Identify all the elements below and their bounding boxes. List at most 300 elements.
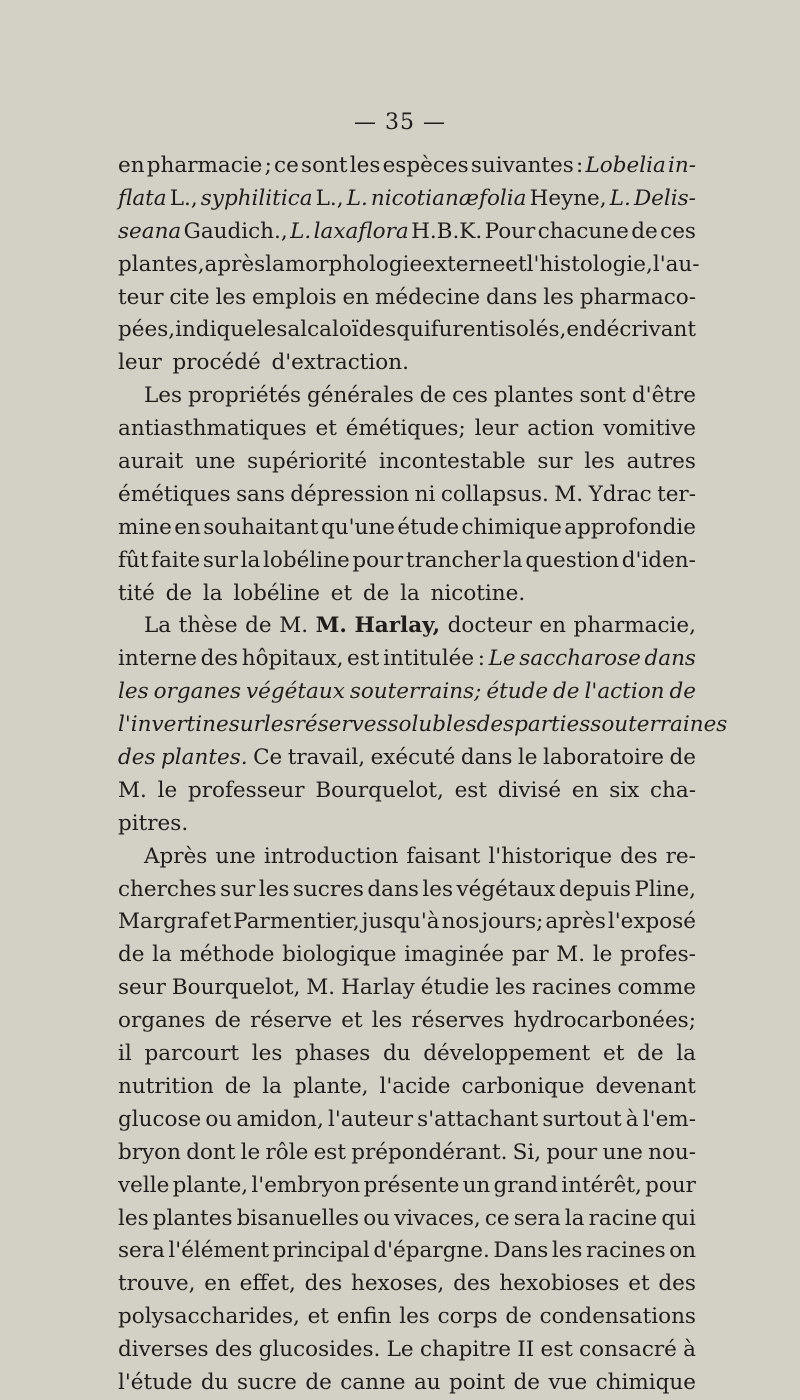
word: teur (118, 284, 164, 310)
word: II (517, 1337, 535, 1363)
word: la (503, 547, 523, 573)
word: laxaflora (313, 218, 409, 244)
text-line (118, 150, 696, 183)
word: collapsus. (440, 481, 549, 507)
word: des (476, 712, 515, 738)
word: phases (295, 1041, 371, 1067)
word: jours; (481, 909, 544, 935)
word: en (174, 514, 201, 540)
word: l'histologie, (526, 251, 653, 277)
word: parcourt (144, 1041, 240, 1067)
word: prépondérant. (351, 1139, 508, 1165)
word: qui (396, 317, 431, 343)
word: des (658, 1271, 696, 1297)
word: hexobioses (499, 1271, 620, 1297)
text-line (118, 512, 696, 545)
word: corps (437, 1304, 498, 1330)
word: dans (367, 876, 419, 902)
word: diverses (118, 1337, 209, 1363)
word: bisanuelles (236, 1205, 360, 1231)
word: lobéline (263, 547, 350, 573)
word: bryon (118, 1139, 181, 1165)
word: Les (144, 383, 183, 409)
word: est (540, 1337, 573, 1363)
word: Lobelia (585, 153, 666, 178)
word: les (371, 1008, 403, 1034)
word: Harlay (341, 975, 415, 1001)
text-line (118, 841, 696, 874)
word: les (349, 153, 381, 178)
word: effet, (239, 1271, 296, 1297)
word: dont (186, 1139, 236, 1165)
word: hôpitaux, (241, 646, 344, 672)
word: externe (422, 251, 506, 277)
text-line (118, 1367, 696, 1400)
word: laboratoire (542, 745, 664, 771)
word: pées, (118, 317, 176, 343)
word: M. (279, 613, 309, 639)
text-line (118, 1301, 696, 1334)
word: réserves (411, 1008, 505, 1034)
text-line (118, 578, 696, 611)
text-line (118, 380, 696, 413)
word: plantes (152, 1205, 233, 1231)
word: de (669, 679, 696, 705)
word: glucosides. (258, 1337, 381, 1363)
word: jusqu'à (361, 909, 440, 935)
word: racines (586, 1238, 666, 1264)
word: chimique (461, 514, 562, 540)
word: et (209, 909, 232, 935)
word: est (313, 1139, 346, 1165)
word: vomitive (603, 416, 696, 442)
text-line (118, 1071, 696, 1104)
word: L., (315, 185, 344, 211)
word: chimique (595, 1369, 696, 1395)
word: condensations (539, 1304, 696, 1330)
word: Le (488, 646, 516, 672)
word: procédé (172, 350, 261, 376)
word: thèse (178, 613, 238, 639)
word: la (262, 1073, 282, 1099)
word: L. (346, 185, 368, 211)
word: supériorité (247, 449, 368, 475)
word: glucose (118, 1106, 202, 1132)
word: sur (228, 712, 264, 738)
word: fût (118, 547, 149, 573)
word: de (505, 1304, 532, 1330)
word: une (215, 843, 256, 869)
word: souterraines (590, 712, 728, 738)
word: du (200, 1369, 229, 1395)
word: sur (537, 449, 573, 475)
word: Gaudich., (183, 218, 288, 244)
word: point (449, 1369, 506, 1395)
word: professeur (187, 777, 305, 803)
word: pharmacie, (573, 613, 696, 639)
word: des (118, 745, 156, 771)
word: : (477, 646, 486, 672)
word: aurait (118, 449, 184, 475)
word: végétaux (456, 876, 556, 902)
word: les (118, 1205, 149, 1231)
word: trouve, (118, 1271, 196, 1297)
word: Margraf (118, 909, 208, 935)
word: Bourquelot, (315, 777, 444, 803)
word: M. (315, 613, 347, 639)
word: leur (118, 350, 162, 376)
word: introduction (263, 843, 399, 869)
text-line (118, 1038, 696, 1071)
word: biologique (282, 942, 397, 968)
word: canne (340, 1369, 406, 1395)
word: l'embryon (251, 1172, 361, 1198)
text-line (118, 545, 696, 578)
word: les (495, 975, 526, 1001)
word: syphilitica (200, 185, 313, 211)
word: amidon, (236, 1106, 324, 1132)
word: la (152, 942, 172, 968)
word: le (592, 942, 613, 968)
word: de (419, 383, 447, 409)
text-line (118, 249, 700, 282)
word: Parmentier, (233, 909, 360, 935)
word: à (683, 1337, 696, 1363)
word: rôle (265, 1139, 309, 1165)
word: étudie (420, 975, 490, 1001)
word: les (251, 1041, 283, 1067)
word: souhaitant (203, 514, 319, 540)
word: du (382, 1041, 411, 1067)
word: médecine (374, 284, 481, 310)
word: approfondie (564, 514, 696, 540)
word: Pour (484, 218, 536, 244)
word: espèces (382, 153, 469, 178)
word: en (204, 1271, 231, 1297)
word: de (513, 1369, 541, 1395)
word: les (118, 679, 149, 705)
word: des (620, 843, 658, 869)
word: l'élément (168, 1238, 270, 1264)
word: Après (144, 843, 208, 869)
word: suivantes (470, 153, 574, 178)
word: sucre (236, 1369, 297, 1395)
word: plantes, (118, 251, 205, 277)
word: pour (352, 547, 404, 573)
word: le (157, 777, 178, 803)
word: hydrocarbonées; (513, 1008, 696, 1034)
word: docteur (447, 613, 532, 639)
word: Pline, (634, 876, 696, 902)
word: des (200, 646, 239, 672)
word: des (304, 1271, 343, 1297)
word: présente (363, 1172, 460, 1198)
word: dans (644, 646, 696, 672)
word: cite (169, 284, 210, 310)
word: l'acide (379, 1073, 451, 1099)
word: pour (546, 1139, 598, 1165)
word: plantes. (161, 745, 248, 771)
text-line (118, 314, 696, 347)
text-line (118, 1137, 696, 1170)
word: organes (118, 1008, 206, 1034)
word: sucres (292, 876, 364, 902)
word: Ydrac (588, 481, 652, 507)
text-line (118, 610, 696, 643)
word: ni (414, 481, 436, 507)
word: à (625, 1106, 639, 1132)
word: dans (460, 745, 513, 771)
word: travail, (287, 745, 366, 771)
word: consacré (579, 1337, 677, 1363)
word: il (118, 1041, 132, 1067)
text-line (118, 413, 696, 446)
word: le (517, 745, 538, 771)
word: question (525, 547, 620, 573)
word: ces (452, 383, 488, 409)
text-line (118, 709, 728, 742)
word: d'iden- (621, 547, 696, 573)
word: : (576, 153, 584, 178)
word: sur (220, 876, 256, 902)
word: étude (486, 679, 549, 705)
text-line (118, 1268, 696, 1301)
word: M. (554, 481, 584, 507)
word: d'extraction. (271, 350, 409, 376)
word: d'être (631, 383, 696, 409)
word: faite (151, 547, 201, 573)
word: de (669, 745, 696, 771)
word: les (263, 712, 295, 738)
text-line (118, 1104, 696, 1137)
word: re- (665, 843, 696, 869)
word: émétiques; (345, 416, 466, 442)
word: plante, (172, 1172, 249, 1198)
word: saccharose (519, 646, 641, 672)
word: étude (397, 514, 460, 540)
word: décrivant (592, 317, 697, 343)
word: de (245, 613, 272, 639)
text-line (118, 939, 696, 972)
text-line (118, 676, 696, 709)
word: M. (306, 975, 336, 1001)
word: ce (274, 153, 299, 178)
text-line (118, 1203, 696, 1236)
text-line (118, 183, 696, 216)
word: après (545, 909, 606, 935)
word: chapitre (419, 1337, 511, 1363)
word: une (602, 1139, 643, 1165)
word: en (539, 613, 566, 639)
word: est (347, 646, 380, 672)
word: s'attachant (417, 1106, 539, 1132)
word: incontestable (378, 449, 526, 475)
word: racines (531, 975, 612, 1001)
word: et (603, 1041, 625, 1067)
word: H.B.K. (411, 218, 483, 244)
word: alcaloïdes (287, 317, 397, 343)
word: méthode (179, 942, 275, 968)
word: chacune (537, 218, 629, 244)
word: racine (588, 1205, 658, 1231)
word: souterrains; (349, 679, 482, 705)
word: et (315, 416, 337, 442)
text-line (118, 216, 696, 249)
word: ces (660, 218, 696, 244)
word: grand (493, 1172, 558, 1198)
word: l'action (584, 679, 665, 705)
word: pharmacie (146, 153, 263, 178)
word: flata (118, 185, 167, 211)
word: plantes (493, 383, 574, 409)
word: l'exposé (607, 909, 696, 935)
text-line (118, 1334, 696, 1367)
word: Harlay, (354, 613, 441, 639)
word: interne (118, 646, 197, 672)
word: principal (272, 1238, 370, 1264)
word: sera (118, 1238, 165, 1264)
word: en (571, 777, 599, 803)
word: hexoses, (350, 1271, 445, 1297)
word: emplois (252, 284, 337, 310)
text-line (118, 643, 696, 676)
word: les (551, 1238, 583, 1264)
word: la (240, 547, 261, 573)
word: ter- (657, 481, 696, 507)
word: morphologie (284, 251, 423, 277)
word: autres (626, 449, 696, 475)
word: les (422, 876, 454, 902)
word: sont (301, 153, 348, 178)
word: de (214, 1008, 242, 1034)
word: Dans (493, 1238, 549, 1264)
word: ou (205, 1106, 233, 1132)
word: des (453, 1271, 491, 1297)
word: Delis- (633, 185, 696, 211)
word: de (631, 218, 658, 244)
word: furent (430, 317, 498, 343)
word: les (584, 449, 615, 475)
text-line (118, 282, 696, 315)
word: in- (668, 153, 696, 178)
word: pitres. (118, 810, 189, 836)
word: isolés, (498, 317, 567, 343)
word: six (609, 777, 640, 803)
word: un (462, 1172, 491, 1198)
text-line (118, 1170, 696, 1203)
word: est (454, 777, 487, 803)
word: faisant (406, 843, 481, 869)
word: ce (484, 1205, 510, 1231)
word: au (413, 1369, 441, 1395)
word: développement (423, 1041, 591, 1067)
word: en (566, 317, 593, 343)
word: Heyne, (529, 185, 607, 211)
word: L. (290, 218, 312, 244)
word: qui (661, 1205, 696, 1231)
word: polysaccharides, (118, 1304, 300, 1330)
text-line (118, 1005, 696, 1038)
word: l'historique (488, 843, 613, 869)
word: exécuté (370, 745, 456, 771)
word: lobéline (233, 580, 320, 606)
word: et (307, 1304, 329, 1330)
text-line (118, 742, 696, 775)
word: l'au- (652, 251, 700, 277)
text-line (118, 479, 696, 512)
word: L., (169, 185, 198, 211)
word: les (543, 284, 574, 310)
word: sera (513, 1205, 561, 1231)
word: les (399, 1304, 430, 1330)
text-line (118, 906, 696, 939)
word: M. (118, 777, 147, 803)
word: et (330, 580, 353, 606)
word: profes- (619, 942, 696, 968)
word: la (564, 1205, 585, 1231)
text-line (118, 808, 696, 841)
word: la (202, 580, 223, 606)
word: la (400, 580, 420, 606)
word: les (256, 317, 288, 343)
word: après (204, 251, 266, 277)
word: sont (579, 383, 626, 409)
word: de (118, 942, 145, 968)
word: indique (175, 317, 257, 343)
word: Bourquelot, (171, 975, 301, 1001)
word: en (342, 284, 370, 310)
word: par (511, 942, 549, 968)
word: le (240, 1139, 261, 1165)
text-line (118, 446, 696, 479)
word: M. (556, 942, 586, 968)
word: et (341, 1008, 363, 1034)
text-line (118, 874, 696, 907)
word: nicotine. (430, 580, 526, 606)
word: intitulée (383, 646, 475, 672)
word: végétaux (246, 679, 345, 705)
word: qu'une (321, 514, 395, 540)
word: enfin (336, 1304, 392, 1330)
word: une (195, 449, 236, 475)
text-line (118, 972, 696, 1005)
word: de (165, 580, 193, 606)
word: propriétés (187, 383, 302, 409)
body-text (118, 150, 728, 1400)
word: sans (236, 481, 285, 507)
word: nou- (648, 1139, 696, 1165)
word: vivaces, (394, 1205, 481, 1231)
word: l'invertine (118, 712, 229, 738)
word: nicotianæfolia (370, 185, 527, 211)
word: des (214, 1337, 253, 1363)
word: l'em- (642, 1106, 696, 1132)
word: depuis (558, 876, 631, 902)
word: réserve (250, 1008, 333, 1034)
word: devenant (595, 1073, 696, 1099)
word: d'épargne. (373, 1238, 490, 1264)
word: action (527, 416, 595, 442)
text-line (118, 347, 696, 380)
word: l'étude (118, 1369, 193, 1395)
word: les (258, 876, 290, 902)
word: la (265, 251, 285, 277)
word: ou (363, 1205, 390, 1231)
word: générales (306, 383, 414, 409)
word: en (118, 153, 145, 178)
word: nos (441, 909, 480, 935)
word: pour (645, 1172, 696, 1198)
